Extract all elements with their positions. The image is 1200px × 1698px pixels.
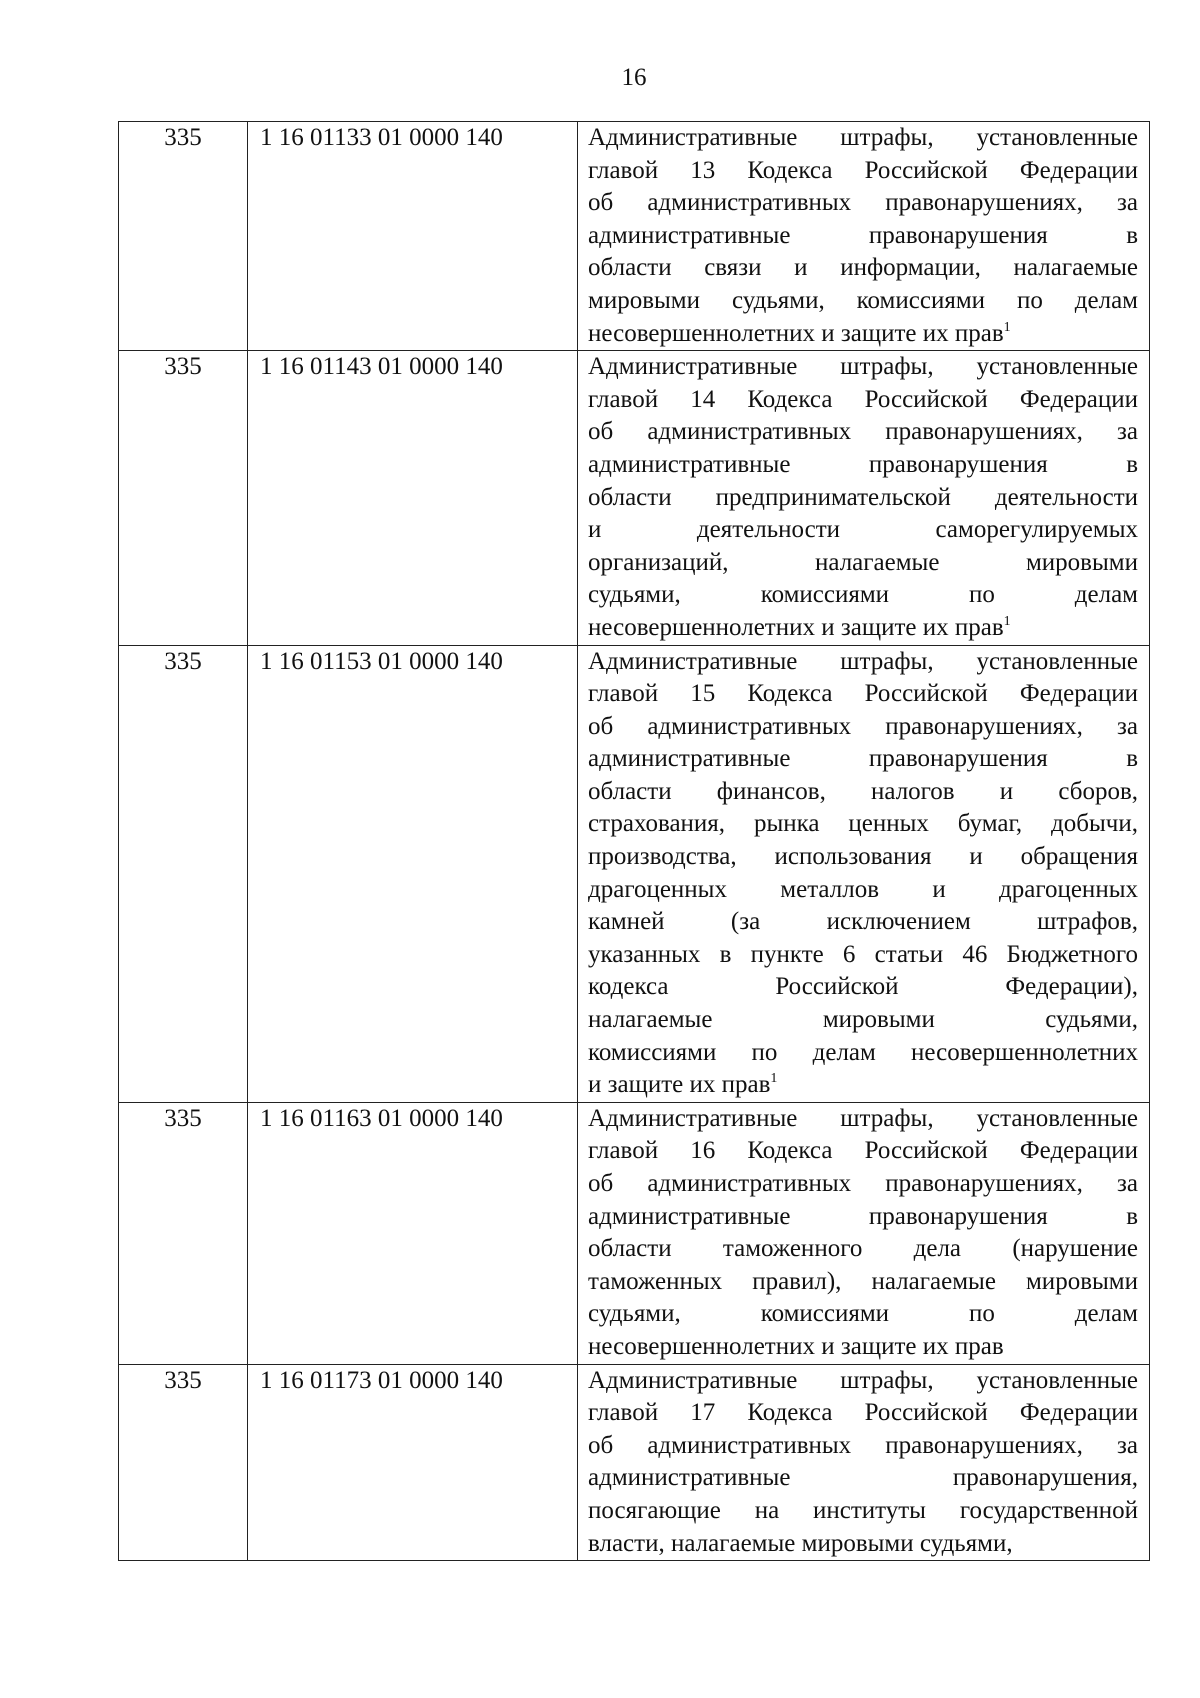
- description-text: главой 13 Кодекса Российской Федерации: [588, 156, 1138, 184]
- description-line: [588, 612, 1138, 645]
- description-text: камней (за исключением штрафов,: [588, 908, 1138, 936]
- kbk-code-cell: 1 16 01143 01 0000 140: [248, 351, 578, 645]
- description-line: [588, 1495, 1138, 1528]
- description-text: об административных правонарушениях, за: [588, 1431, 1138, 1459]
- description-text: Административные штрафы, установленные: [588, 124, 1138, 151]
- description-line: [588, 252, 1138, 285]
- description-line: [588, 1266, 1138, 1299]
- description-line: [588, 285, 1138, 318]
- description-text: власти, налагаемые мировыми судьями,: [588, 1529, 1013, 1557]
- description-text: и деятельности саморегулируемых: [588, 516, 1138, 544]
- description-line: [588, 384, 1138, 417]
- description-text: несовершеннолетних и защите их прав: [588, 1332, 1004, 1360]
- table-body: [119, 122, 1150, 1561]
- description-text: главой 14 Кодекса Российской Федерации: [588, 385, 1138, 413]
- description-text: производства, использования и обращения: [588, 843, 1138, 871]
- kbk-code-cell: 1 16 01163 01 0000 140: [248, 1102, 578, 1364]
- description-line: [588, 1069, 1138, 1102]
- admin-code-cell: 335: [119, 1364, 248, 1561]
- description-line: [588, 1037, 1138, 1070]
- description-line: [588, 743, 1138, 776]
- description-line: [588, 1233, 1138, 1266]
- description-line: [588, 939, 1138, 972]
- admin-code-cell: 335: [119, 122, 248, 351]
- description-text: административные правонарушения,: [588, 1464, 1138, 1492]
- description-line: [588, 514, 1138, 547]
- description-line: [588, 1462, 1138, 1495]
- description-cell: [578, 1102, 1150, 1364]
- description-text: административные правонарушения в: [588, 1202, 1138, 1230]
- description-text: области финансов, налогов и сборов,: [588, 777, 1138, 805]
- table-row: [119, 122, 1150, 351]
- admin-code-cell: 335: [119, 351, 248, 645]
- description-text: несовершеннолетних и защите их прав: [588, 613, 1004, 641]
- description-line: [588, 1331, 1138, 1364]
- description-text: судьями, комиссиями по делам: [588, 581, 1138, 609]
- description-cell: [578, 351, 1150, 645]
- description-text: несовершеннолетних и защите их прав: [588, 319, 1004, 347]
- description-line: [588, 155, 1138, 188]
- footnote-marker: 1: [1003, 319, 1011, 335]
- description-line: [588, 416, 1138, 449]
- description-text: кодекса Российской Федерации),: [588, 973, 1138, 1001]
- table-row: [119, 1102, 1150, 1364]
- description-text: судьями, комиссиями по делам: [588, 1300, 1138, 1328]
- description-cell: [578, 122, 1150, 351]
- table-row: [119, 351, 1150, 645]
- description-text: указанных в пункте 6 статьи 46 Бюджетного: [588, 940, 1138, 968]
- description-line: [588, 808, 1138, 841]
- description-line: [588, 971, 1138, 1004]
- description-line: [588, 1004, 1138, 1037]
- description-line: [588, 449, 1138, 482]
- description-text: об административных правонарушениях, за: [588, 418, 1138, 446]
- description-line: [588, 646, 1138, 679]
- description-text: Административные штрафы, установленные: [588, 647, 1138, 675]
- description-text: таможенных правил), налагаемые мировыми: [588, 1267, 1138, 1295]
- description-text: Административные штрафы, установленные: [588, 1104, 1138, 1132]
- footnote-marker: 1: [1003, 613, 1011, 629]
- description-line: [588, 220, 1138, 253]
- description-line: [588, 547, 1138, 580]
- kbk-code-cell: 1 16 01133 01 0000 140: [248, 122, 578, 351]
- description-text: области таможенного дела (нарушение: [588, 1235, 1138, 1263]
- description-line: [588, 122, 1138, 155]
- description-line: [588, 906, 1138, 939]
- description-line: [588, 482, 1138, 515]
- description-line: [588, 351, 1138, 384]
- description-text: об административных правонарушениях, за: [588, 1170, 1138, 1197]
- table-row: [119, 645, 1150, 1102]
- kbk-code-cell: 1 16 01153 01 0000 140: [248, 645, 578, 1102]
- description-line: [588, 1365, 1138, 1398]
- description-text: об административных правонарушениях, за: [588, 712, 1138, 740]
- description-text: Административные штрафы, установленные: [588, 1366, 1138, 1394]
- description-text: области предпринимательской деятельности: [588, 483, 1138, 511]
- description-text: посягающие на институты государственной: [588, 1496, 1138, 1524]
- description-text: комиссиями по делам несовершеннолетних: [588, 1038, 1138, 1066]
- description-cell: [578, 645, 1150, 1102]
- description-text: драгоценных металлов и драгоценных: [588, 875, 1138, 903]
- description-text: мировыми судьями, комиссиями по делам: [588, 286, 1138, 314]
- description-line: [588, 1528, 1138, 1561]
- description-text: и защите их прав: [588, 1071, 771, 1099]
- description-line: [588, 318, 1138, 351]
- description-line: [588, 1135, 1138, 1168]
- description-line: [588, 1103, 1138, 1136]
- description-line: [588, 841, 1138, 874]
- kbk-code-cell: 1 16 01173 01 0000 140: [248, 1364, 578, 1561]
- table-row: [119, 1364, 1150, 1561]
- description-line: [588, 874, 1138, 907]
- admin-code-cell: 335: [119, 1102, 248, 1364]
- description-line: [588, 678, 1138, 711]
- description-line: [588, 187, 1138, 220]
- description-text: административные правонарушения в: [588, 745, 1138, 773]
- description-text: административные правонарушения в: [588, 450, 1138, 478]
- description-text: главой 16 Кодекса Российской Федерации: [588, 1137, 1138, 1165]
- description-text: Административные штрафы, установленные: [588, 353, 1138, 381]
- footnote-marker: 1: [770, 1071, 778, 1087]
- description-line: [588, 1168, 1138, 1201]
- description-cell: [578, 1364, 1150, 1561]
- page-number: 16: [621, 64, 647, 91]
- description-text: главой 17 Кодекса Российской Федерации: [588, 1399, 1138, 1427]
- budget-codes-table: [118, 121, 1150, 1561]
- description-text: налагаемые мировыми судьями,: [588, 1006, 1138, 1034]
- description-text: главой 15 Кодекса Российской Федерации: [588, 680, 1138, 708]
- admin-code-cell: 335: [119, 645, 248, 1102]
- description-line: [588, 1430, 1138, 1463]
- description-text: организаций, налагаемые мировыми: [588, 548, 1138, 576]
- description-text: административные правонарушения в: [588, 221, 1138, 249]
- description-text: области связи и информации, налагаемые: [588, 254, 1138, 282]
- description-line: [588, 1397, 1138, 1430]
- description-line: [588, 711, 1138, 744]
- description-line: [588, 776, 1138, 809]
- description-line: [588, 579, 1138, 612]
- description-text: об административных правонарушениях, за: [588, 189, 1138, 217]
- description-text: страхования, рынка ценных бумаг, добычи,: [588, 810, 1138, 838]
- description-line: [588, 1201, 1138, 1234]
- description-line: [588, 1298, 1138, 1331]
